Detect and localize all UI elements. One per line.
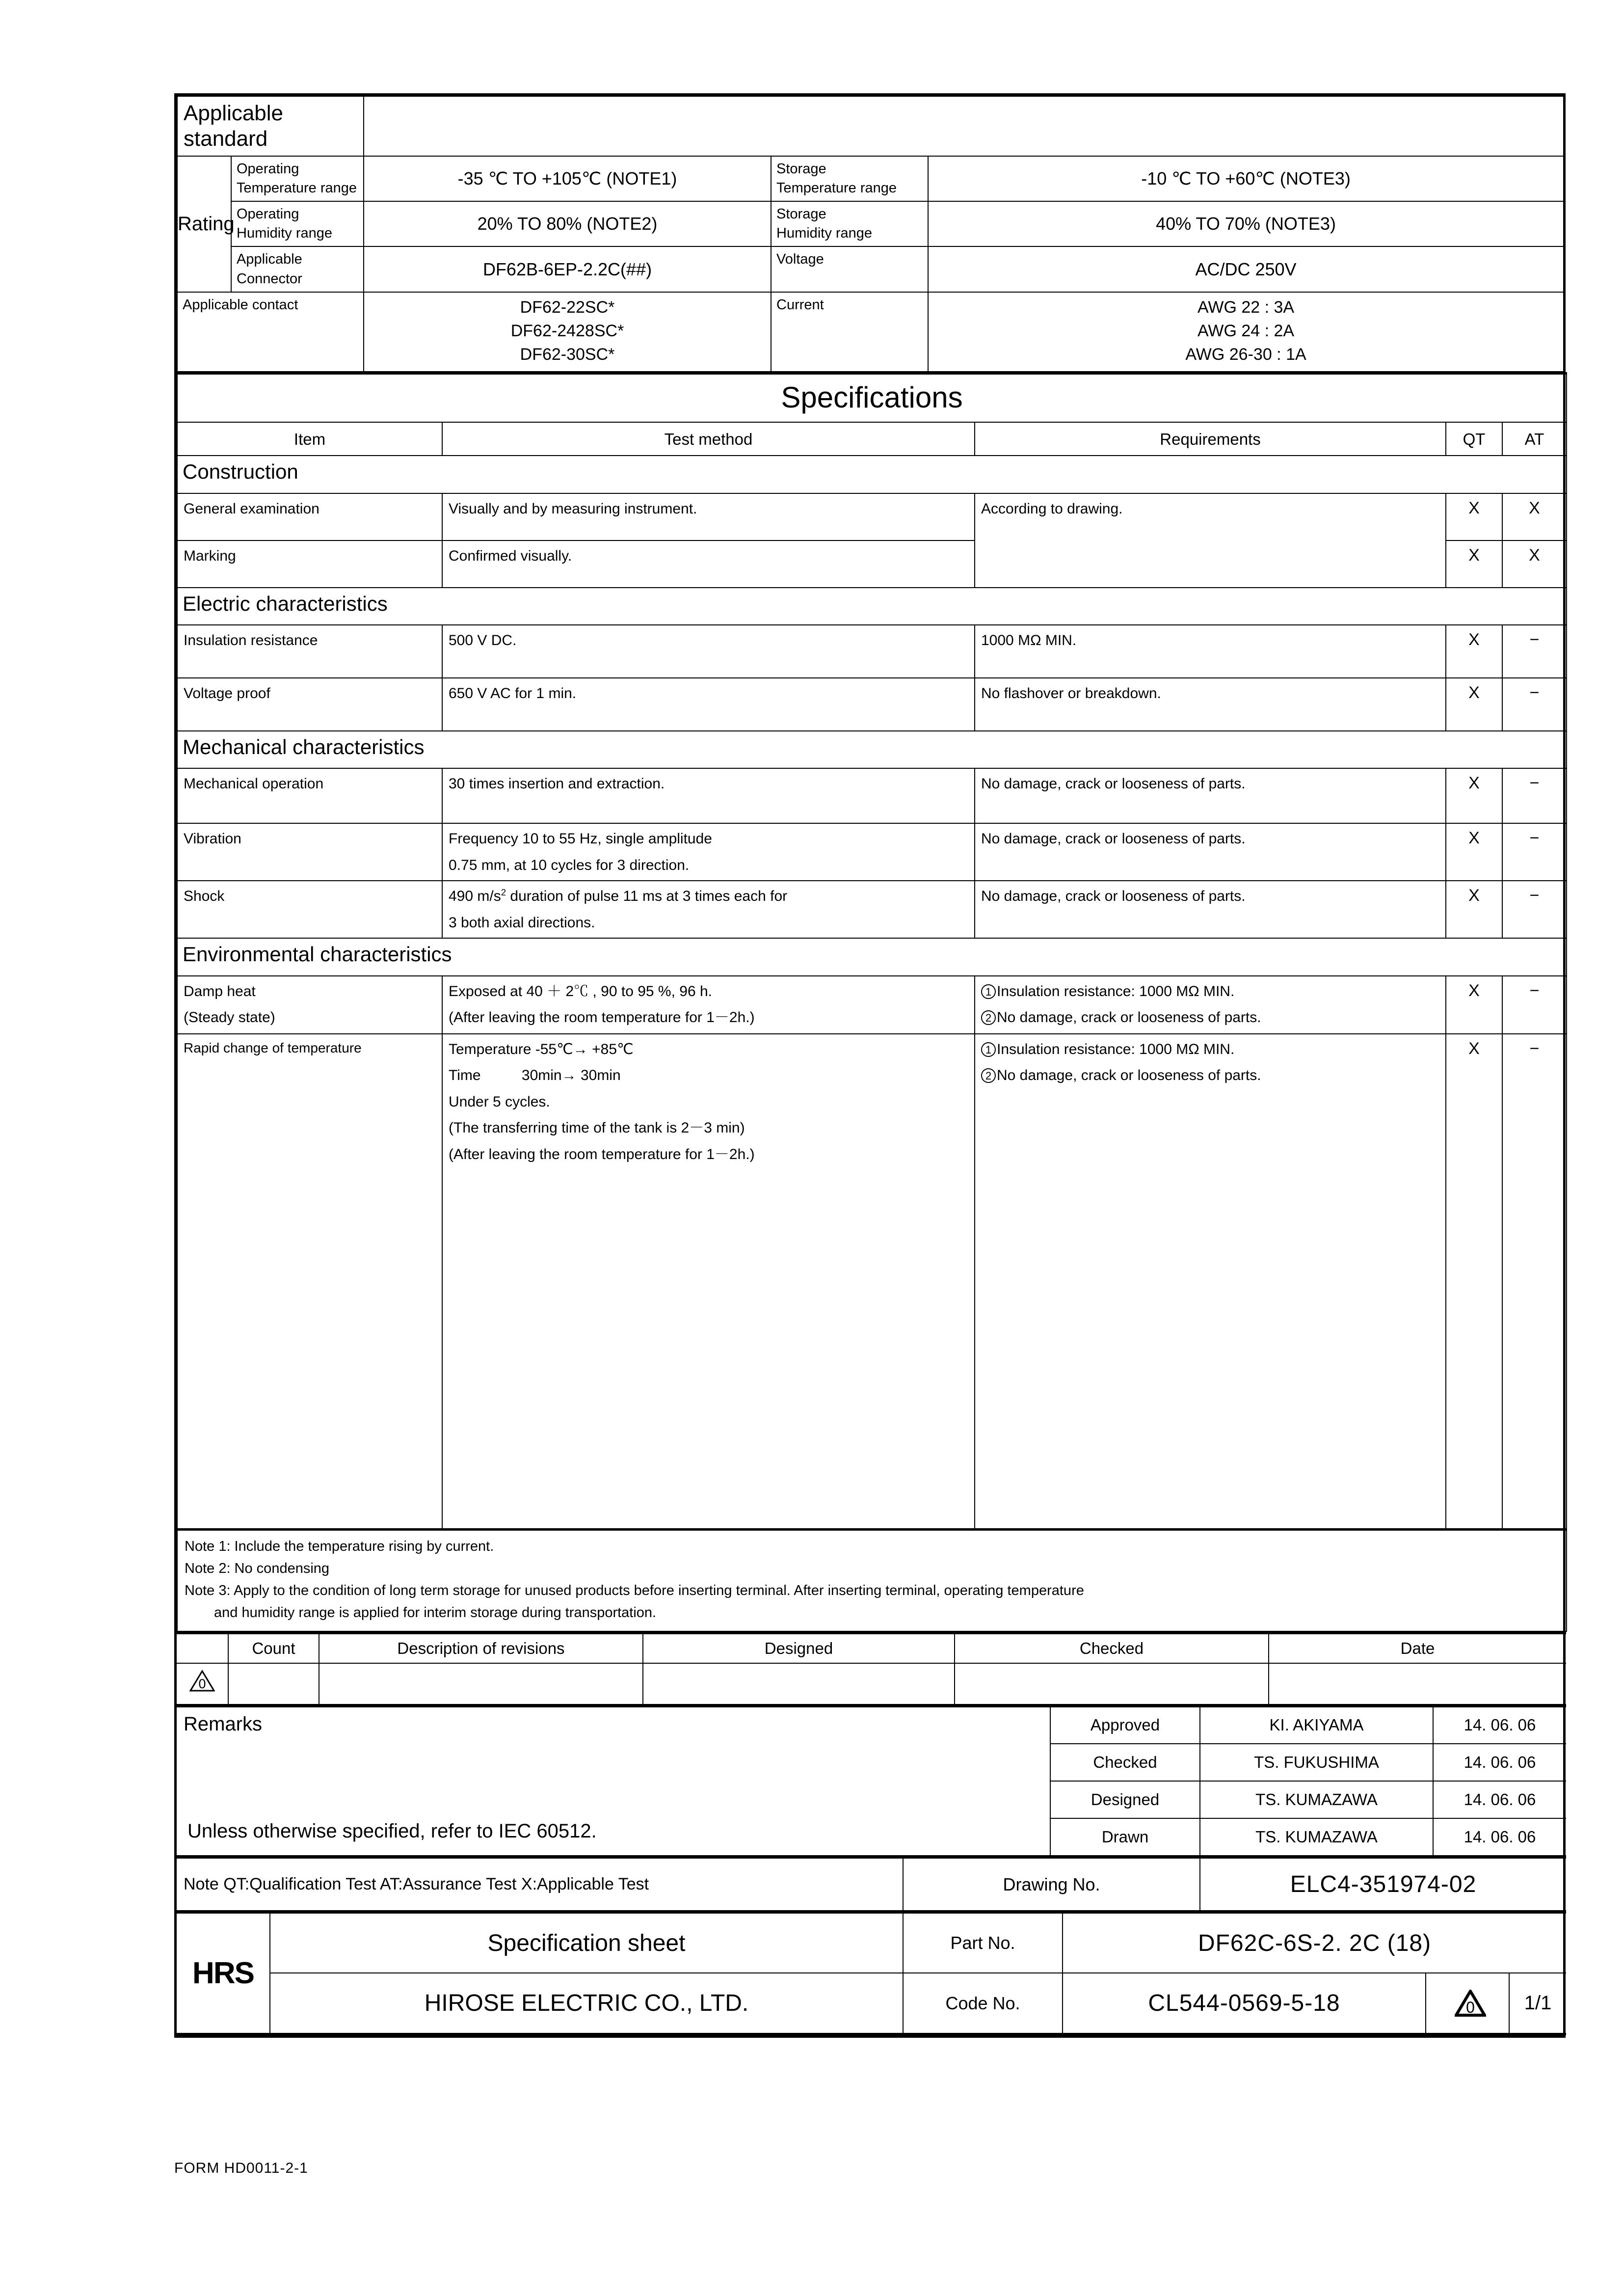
table-row [177,625,1567,678]
applicable-contact-values [364,292,771,372]
applicable-standard-label: Applicable standard [177,96,364,156]
revision-count-header: Count [228,1633,319,1663]
svg-text:0: 0 [198,1676,206,1691]
storage-temperature-label [771,156,928,201]
row-item: Insulation resistance [177,625,442,678]
row-at: − [1502,1034,1567,1530]
column-header-qt: QT [1446,422,1502,456]
revision-description-cell [319,1663,643,1704]
label-line-2: Connector [237,270,302,287]
row-requirements [975,1034,1446,1530]
current-line-1: AWG 22 : 3A [1197,297,1295,317]
circled-number-1-icon: 1 [981,984,996,999]
table-row [177,823,1567,881]
test-method-line-5: (After leaving the room temperature for 1－2h.) [449,1146,755,1162]
row-at: − [1502,881,1567,938]
row-test-method: Visually and by measuring instrument. [442,493,975,540]
current-line-2: AWG 24 : 2A [1197,321,1295,340]
row-item: Shock [177,881,442,938]
section-header-mechanical [177,731,1567,768]
table-row [177,1034,1567,1530]
note-3-cont: and humidity range is applied for interim storage during transportation. [214,1604,657,1621]
row-requirements: 1000 MΩ MIN. [975,625,1446,678]
applicable-standard-value [364,96,1564,156]
rating-row-contact-current [177,292,1564,372]
rating-row-temperature [177,156,1564,201]
remarks-label: Remarks [184,1713,263,1735]
label-line-2: Temperature range [776,180,897,196]
note-2: Note 2: No condensing [185,1561,330,1577]
drawing-frame [174,93,1566,2038]
title-block-row-1 [177,1912,1566,1973]
storage-temperature-value: -10 ℃ TO +60℃ (NOTE3) [928,156,1564,201]
label-line-1: Voltage [776,251,824,268]
requirement-text: Insulation resistance: 1000 MΩ MIN. [997,983,1235,999]
approval-date-checked: 14. 06. 06 [1433,1744,1566,1781]
row-test-method: 30 times insertion and extraction. [442,768,975,823]
remarks-text: Unless otherwise specified, refer to IEC 60512. [187,1820,597,1842]
label-line-1: Applicable contact [183,297,298,313]
approval-role-designed: Designed [1050,1781,1200,1818]
approval-role-approved: Approved [1050,1706,1200,1743]
voltage-value: AC/DC 250V [928,246,1564,292]
row-qt: X [1446,881,1502,938]
section-header-electric [177,588,1567,625]
table-row [177,678,1567,731]
requirement-item-1 [981,981,1439,1002]
test-method-line-2: Time 30min→ 30min [449,1067,621,1084]
current-values [928,292,1564,372]
row-item: Voltage proof [177,678,442,731]
row-test-method [442,881,975,938]
section-header-construction [177,456,1567,493]
test-method-line-2: 3 both axial directions. [449,914,595,931]
specifications-header-row [177,422,1567,456]
table-row [177,881,1567,938]
title-block-row-2 [177,1973,1566,2034]
current-label [771,292,928,372]
part-no-value: DF62C-6S-2. 2C (18) [1063,1912,1566,1973]
requirement-item-1 [981,1039,1439,1060]
row-qt: X [1446,493,1502,540]
circled-number-1-icon: 1 [981,1042,996,1057]
label-line-2: Humidity range [776,225,873,242]
note-1: Note 1: Include the temperature rising by current. [185,1539,494,1555]
requirement-item-2 [981,1007,1439,1028]
rating-row-connector-voltage [177,246,1564,292]
revision-date-header: Date [1269,1633,1566,1663]
applicable-contact-label [177,292,364,372]
row-requirements [975,976,1446,1034]
row-at: − [1502,678,1567,731]
storage-humidity-value: 40% TO 70% (NOTE3) [928,201,1564,246]
title-block-table [177,1911,1566,2035]
table-row [177,768,1567,823]
revision-table [177,1632,1566,1705]
revision-mark-cell [177,1663,228,1704]
label-line-2: Temperature range [237,180,357,196]
row-requirements: According to drawing. [975,493,1446,588]
approval-name-designed: TS. KUMAZAWA [1200,1781,1433,1818]
label-line-1: Storage [776,206,826,222]
rating-label: Rating [177,156,231,292]
row-qt: X [1446,976,1502,1034]
column-header-item: Item [177,422,442,456]
row-qt: X [1446,1034,1502,1530]
code-no-value: CL544-0569-5-18 [1063,1973,1426,2034]
row-qt: X [1446,540,1502,588]
row-test-method: Confirmed visually. [442,540,975,588]
test-method-line-1: Exposed at 40 ＋ 2℃ , 90 to 95 %, 96 h. [449,983,712,999]
section-title: Construction [177,456,1567,493]
circled-number-2-icon: 2 [981,1068,996,1083]
row-test-method: 500 V DC. [442,625,975,678]
operating-humidity-label [231,201,364,246]
column-header-test-method: Test method [442,422,975,456]
part-no-label: Part No. [903,1912,1063,1973]
remarks-cell [177,1706,1050,1856]
row-item: Marking [177,540,442,588]
test-method-line-2: 0.75 mm, at 10 cycles for 3 direction. [449,857,690,873]
item-line-2: (Steady state) [184,1009,275,1026]
table-row [177,1663,1566,1704]
approval-date-designed: 14. 06. 06 [1433,1781,1566,1818]
test-method-line-1: 490 $m/s^2$ duration of pulse 11 ms at 3 times each for [449,887,788,905]
row-at: − [1502,625,1567,678]
applicable-standard-row [177,96,1564,156]
test-method-line-4: (The transferring time of the tank is 2－3 min) [449,1120,745,1136]
specifications-table [177,372,1567,1631]
row-item: General examination [177,493,442,540]
voltage-label [771,246,928,292]
row-at: − [1502,768,1567,823]
label-line-1: Storage [776,161,826,177]
test-method-line-1: Temperature -55℃→ +85℃ [449,1041,634,1057]
remarks-approval-row-1 [177,1706,1566,1743]
row-at: − [1502,823,1567,881]
revision-mark-cell-bottom [1426,1973,1509,2034]
remarks-approvals-table [177,1705,1566,1857]
svg-text:0: 0 [1466,1999,1475,2017]
approval-name-approved: KI. AKIYAMA [1200,1706,1433,1743]
row-qt: X [1446,625,1502,678]
label-line-1: Current [776,297,824,313]
applicable-connector-label [231,246,364,292]
row-requirements: No flashover or breakdown. [975,678,1446,731]
approval-role-drawn: Drawn [1050,1818,1200,1856]
revision-checked-header: Checked [955,1633,1269,1663]
requirement-text: Insulation resistance: 1000 MΩ MIN. [997,1041,1235,1057]
row-test-method: 650 V AC for 1 min. [442,678,975,731]
test-method-line-3: Under 5 cycles. [449,1093,550,1110]
requirement-item-2 [981,1065,1439,1086]
operating-temperature-label [231,156,364,201]
current-line-3: AWG 26-30 : 1A [1185,345,1306,364]
revision-mark-header [177,1633,228,1663]
applicable-connector-value: DF62B-6EP-2.2C(##) [364,246,771,292]
row-qt: X [1446,768,1502,823]
operating-temperature-value: -35 ℃ TO +105℃ (NOTE1) [364,156,771,201]
label-line-1: Operating [237,206,299,222]
row-test-method [442,823,975,881]
label-line-1: Applicable [237,251,302,268]
page-number: 1/1 [1509,1973,1566,2034]
item-line-1: Rapid change of temperature [184,1040,362,1055]
row-test-method [442,976,975,1034]
revision-header-row [177,1633,1566,1663]
test-method-line-2: (After leaving the room temperature for 1－2h.) [449,1009,755,1026]
approval-name-drawn: TS. KUMAZAWA [1200,1818,1433,1856]
revision-date-cell [1269,1663,1566,1704]
approval-name-checked: TS. FUKUSHIMA [1200,1744,1433,1781]
revision-triangle-icon [1455,1990,1480,2017]
rating-row-humidity [177,201,1564,246]
approval-date-approved: 14. 06. 06 [1433,1706,1566,1743]
requirement-text: No damage, crack or looseness of parts. [997,1009,1261,1026]
test-method-line-1: Frequency 10 to 55 Hz, single amplitude [449,831,712,847]
row-at: X [1502,540,1567,588]
approval-role-checked: Checked [1050,1744,1200,1781]
row-requirements: No damage, crack or looseness of parts. [975,823,1446,881]
section-title: Environmental characteristics [177,938,1567,975]
legend-drawing-table [177,1856,1566,1911]
sheet-title: Specification sheet [270,1912,903,1973]
requirement-text: No damage, crack or looseness of parts. [997,1067,1261,1084]
row-at: − [1502,976,1567,1034]
column-header-at: AT [1502,422,1567,456]
revision-checked-cell [955,1663,1269,1704]
row-qt: X [1446,823,1502,881]
row-requirements: No damage, crack or looseness of parts. [975,768,1446,823]
rating-table [177,96,1564,372]
code-no-label: Code No. [903,1973,1063,2034]
note-3: Note 3: Apply to the condition of long term storage for unused products before inserting terminal. After inserting terminal, operating temperature [185,1583,1084,1599]
contact-line-3: DF62-30SC* [520,345,615,364]
circled-number-2-icon: 2 [981,1010,996,1025]
table-row [177,493,1567,540]
specifications-title: Specifications [177,374,1567,423]
contact-line-1: DF62-22SC* [520,297,615,317]
row-test-method [442,1034,975,1530]
legend-row [177,1858,1566,1911]
row-requirements: No damage, crack or looseness of parts. [975,881,1446,938]
drawing-no-label: Drawing No. [903,1858,1200,1911]
section-header-environmental [177,938,1567,975]
row-item [177,1034,442,1530]
specifications-title-row [177,374,1567,423]
test-legend: Note QT:Qualification Test AT:Assurance Test X:Applicable Test [177,1858,903,1911]
row-item: Vibration [177,823,442,881]
table-row [177,976,1567,1034]
approval-date-drawn: 14. 06. 06 [1433,1818,1566,1856]
label-line-2: Humidity range [237,225,333,242]
revision-designed-header: Designed [643,1633,955,1663]
column-header-requirements: Requirements [975,422,1446,456]
revision-designed-cell [643,1663,955,1704]
row-item [177,976,442,1034]
section-title: Electric characteristics [177,588,1567,625]
operating-humidity-value: 20% TO 80% (NOTE2) [364,201,771,246]
label-line-1: Operating [237,161,299,177]
item-line-1: Damp heat [184,983,256,999]
row-at: X [1502,493,1567,540]
notes-block [177,1530,1567,1631]
contact-line-2: DF62-2428SC* [510,321,624,340]
revision-description-header: Description of revisions [319,1633,643,1663]
row-item: Mechanical operation [177,768,442,823]
section-title: Mechanical characteristics [177,731,1567,768]
form-code: FORM HD0011-2-1 [174,2160,308,2176]
storage-humidity-label [771,201,928,246]
revision-triangle-icon [189,1670,215,1692]
row-qt: X [1446,678,1502,731]
revision-count-cell [228,1663,319,1704]
company-name: HIROSE ELECTRIC CO., LTD. [270,1973,903,2034]
drawing-no-value: ELC4-351974-02 [1200,1858,1566,1911]
notes-row [177,1530,1567,1631]
hrs-logo: HRS [177,1912,270,2034]
